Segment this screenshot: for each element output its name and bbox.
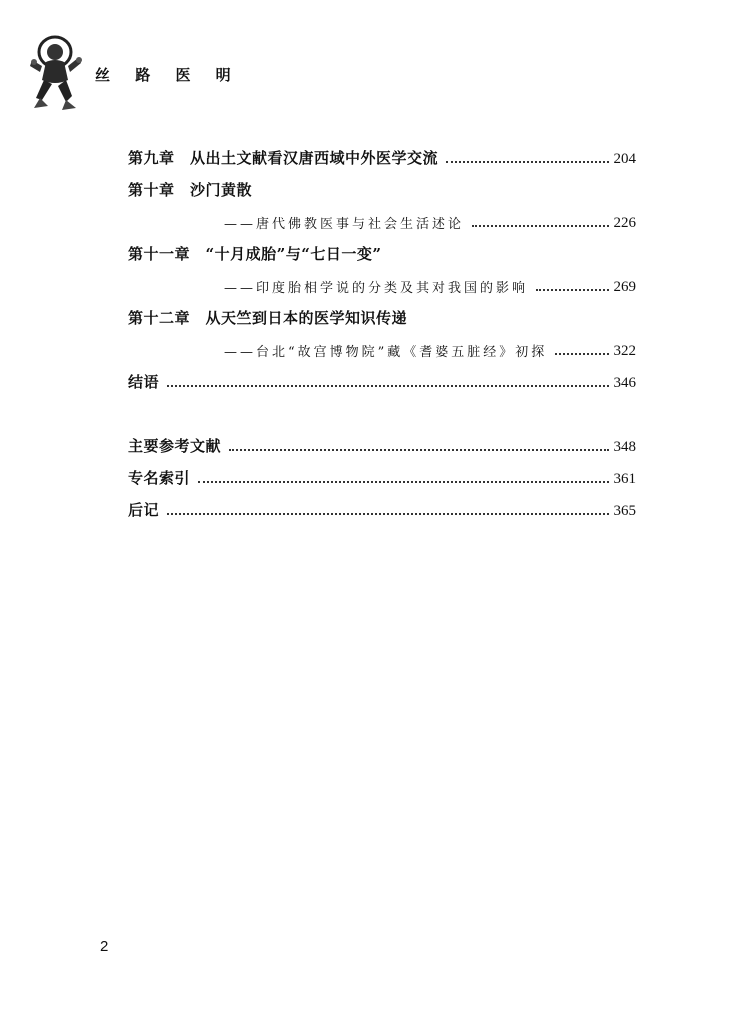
dot-leader [472,225,608,227]
toc-entry-index[interactable] [128,462,636,488]
toc-entry-title: 第十二章 从天竺到日本的医学知识传递 [128,309,408,327]
toc-page-number: 322 [613,343,636,359]
toc-entry-title: 主要参考文献 [128,437,222,455]
dot-leader [536,289,608,291]
toc-entry-title: 结语 [128,373,160,391]
bronze-deity-figure-icon [26,32,84,112]
toc-entry-title: ——印度胎相学说的分类及其对我国的影响 [224,281,529,296]
dot-leader [198,481,608,483]
toc-entry-title: 后记 [128,501,160,519]
toc-entry-title: 专名索引 [128,469,191,487]
toc-entry-title: ——唐代佛教医事与社会生活述论 [224,217,465,232]
toc-entry-chapter-12[interactable] [128,302,636,328]
toc-entry-chapter-10[interactable] [128,174,636,200]
toc-page-number: 365 [613,503,636,519]
toc-page-number: 361 [613,471,636,487]
toc-entry-title: 第九章 从出土文献看汉唐西域中外医学交流 [128,149,439,167]
toc-entry-conclusion[interactable] [128,366,636,392]
toc-page-number: 269 [613,279,636,295]
dot-leader [229,449,608,451]
page-header [0,0,730,120]
toc-entry-title: ——台北“故宫博物院”藏《耆婆五脏经》初探 [224,345,548,360]
dot-leader [555,353,608,355]
toc-entry-chapter-11[interactable] [128,238,636,264]
toc-entry-subtitle[interactable] [128,270,636,296]
toc-page-number: 204 [613,151,636,167]
toc-entry-subtitle[interactable] [128,334,636,360]
toc-entry-references[interactable] [128,430,636,456]
toc-entry-chapter-9[interactable] [128,142,636,168]
toc-entry-subtitle[interactable] [128,206,636,232]
toc-entry-title: 第十章 沙门黄散 [128,181,253,199]
page-number: 2 [100,938,109,955]
toc-entry-title: 第十一章 “十月成胎”与“七日一变” [128,245,382,263]
dot-leader [167,385,608,387]
toc-page-number: 348 [613,439,636,455]
toc-page-number: 346 [613,375,636,391]
toc-page-number: 226 [613,215,636,231]
dot-leader [446,161,608,163]
dot-leader [167,513,608,515]
toc-entry-afterword[interactable] [128,494,636,520]
running-title: 丝 路 医 明 [95,66,241,84]
